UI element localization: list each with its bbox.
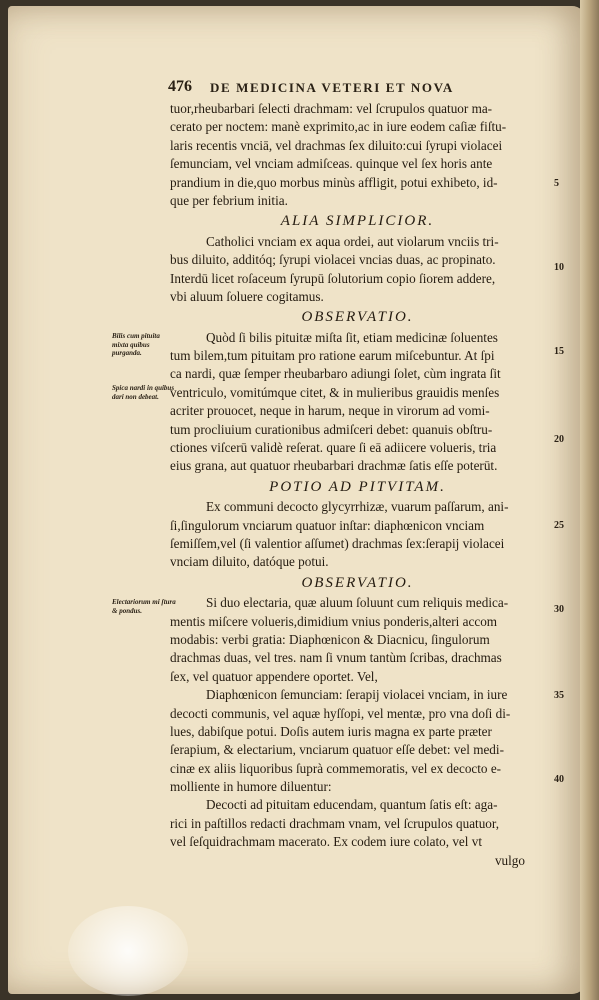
text-line: ctiones viſcerū validè reſerat. quare ſi eā adiicere volueris, tria: [170, 440, 497, 456]
text-line: vel ſeſquidrachmam macerato. Ex codem iure colato, vel vt: [170, 834, 482, 850]
line-number: 5: [554, 178, 559, 189]
text-line: tum bilem,tum pituitam pro ratione earum miſcebuntur. At ſpi: [170, 348, 495, 364]
text-line: decocti communis, vel aquæ hyſſopi, vel mentæ, pro vna doſi di-: [170, 705, 511, 721]
text-line: bus diluito, additóq; ſyrupi violacei vncias duas, ac propinato.: [170, 252, 496, 268]
text-line: prandium in die,quo morbus minùs affligit, potui exhibeto, id-: [170, 174, 498, 190]
text-line: que per febrium initia.: [170, 192, 288, 208]
section-heading: OBSERVATIO.: [301, 309, 414, 326]
paper-stain: [68, 906, 188, 996]
running-title: DE MEDICINA VETERI ET NOVA: [210, 80, 454, 95]
text-line: Diaphœnicon ſemunciam: ſerapij violacei vnciam, in iure: [206, 687, 508, 703]
text-line: drachmas duas, vel tres. nam ſi vnum tantùm ſcribas, drachmas: [170, 650, 502, 666]
line-number: 40: [554, 774, 564, 785]
text-line: laris recentis vnciā, vel drachmas ſex diluito:cui ſyrupi violacei: [170, 137, 503, 153]
text-line: Si duo electaria, quæ aluum ſoluunt cum reliquis medica-: [206, 595, 509, 611]
text-line: ventriculo, vomitúmque citet, & in mulieribus grauidis menſes: [170, 384, 500, 400]
page-number: 476: [168, 78, 192, 95]
line-number: 30: [554, 604, 564, 615]
margin-note-spica: Spica nardi in quibus dari non debeat.: [112, 384, 175, 401]
margin-note-bilis: Bilis cum pituita mixta quibus purganda.: [112, 332, 160, 357]
catchword: vulgo: [494, 852, 525, 868]
body-text: [170, 100, 545, 870]
text-line: Decocti ad pituitam educendam, quantum ſatis eſt: aga-: [206, 797, 498, 813]
text-line: Interdū licet roſaceum ſyrupū ſolutorium copio ſiorem addere,: [170, 270, 496, 286]
text-line: molliente in humore diluentur:: [170, 779, 332, 795]
section-heading: OBSERVATIO.: [301, 574, 414, 591]
line-number: 15: [554, 346, 564, 357]
section-heading: ALIA SIMPLICIOR.: [280, 213, 435, 230]
text-line: modabis: verbi gratia: Diaphœnicon & Diacnicu, ſingulorum: [170, 631, 490, 647]
line-number: 35: [554, 690, 564, 701]
text-line: ſerapium, & electarium, vnciarum quatuor eſſe debet: vel medi-: [170, 742, 504, 758]
text-line: tuor,rheubarbari ſelecti drachmam: vel ſcrupulos quatuor ma-: [170, 101, 493, 116]
text-line: ca nardi, quæ ſemper rheubarbaro adiungi ſolet, cùm ingrata ſit: [170, 366, 501, 382]
text-line: Quòd ſi bilis pituitæ miſta ſit, etiam medicinæ ſoluentes: [206, 329, 498, 345]
text-line: cinæ ex aliis liquoribus ſuprà commemoratis, vel ex decocto e-: [170, 760, 502, 776]
text-line: lues, dabiſque potui. Doſis autem iuris magna ex parte præter: [170, 723, 492, 739]
text-line: ſemiſſem,vel (ſi valentior aſſumet) drachmas ſex:ſerapij violacei: [170, 535, 505, 551]
text-line: rici in paſtillos redacti drachmam vnam, vel ſcrupulos quatuor,: [170, 815, 500, 831]
line-number: 20: [554, 434, 564, 445]
text-line: vnciam diluito, datóque potui.: [170, 554, 329, 570]
text-line: cerato per noctem: manè exprimito,ac in iure eodem caſiæ fiſtu-: [170, 119, 507, 135]
line-number: 10: [554, 262, 564, 273]
text-line: Ex communi decocto glycyrrhizæ, vuarum paſſarum, ani-: [206, 499, 509, 515]
text-line: eius grana, aut quatuor rheubarbari drachmæ ſatis eſſe poterūt.: [170, 458, 498, 474]
text-line: tum procliuium curationibus admiſceri debet: quanuis obſtru-: [170, 421, 493, 437]
text-line: ſex, vel quatuor appendere oportet. Vel,: [170, 668, 378, 684]
text-line: Catholici vnciam ex aqua ordei, aut violarum vnciis tri-: [206, 233, 499, 249]
margin-note-electariorum: Electariorum mi ſtura & pondus.: [112, 598, 176, 615]
text-line: ſi,ſingulorum vnciarum quatuor inſtar: diaphœnicon vnciam: [170, 517, 485, 533]
text-line: vbi aluum ſoluere cogitamus.: [170, 288, 324, 304]
text-line: acriter prouocet, neque in harum, neque in virorum ad vomi-: [170, 403, 490, 419]
section-heading: POTIO AD PITVITAM.: [269, 478, 446, 495]
text-line: mentis miſcere volueris,dimidium vnius ponderis,alteri accom: [170, 613, 498, 629]
line-number: 25: [554, 520, 564, 531]
text-line: ſemunciam, vel vnciam admiſceas. quinque vel ſex horis ante: [170, 156, 493, 172]
page-fore-edge: [580, 0, 599, 1000]
